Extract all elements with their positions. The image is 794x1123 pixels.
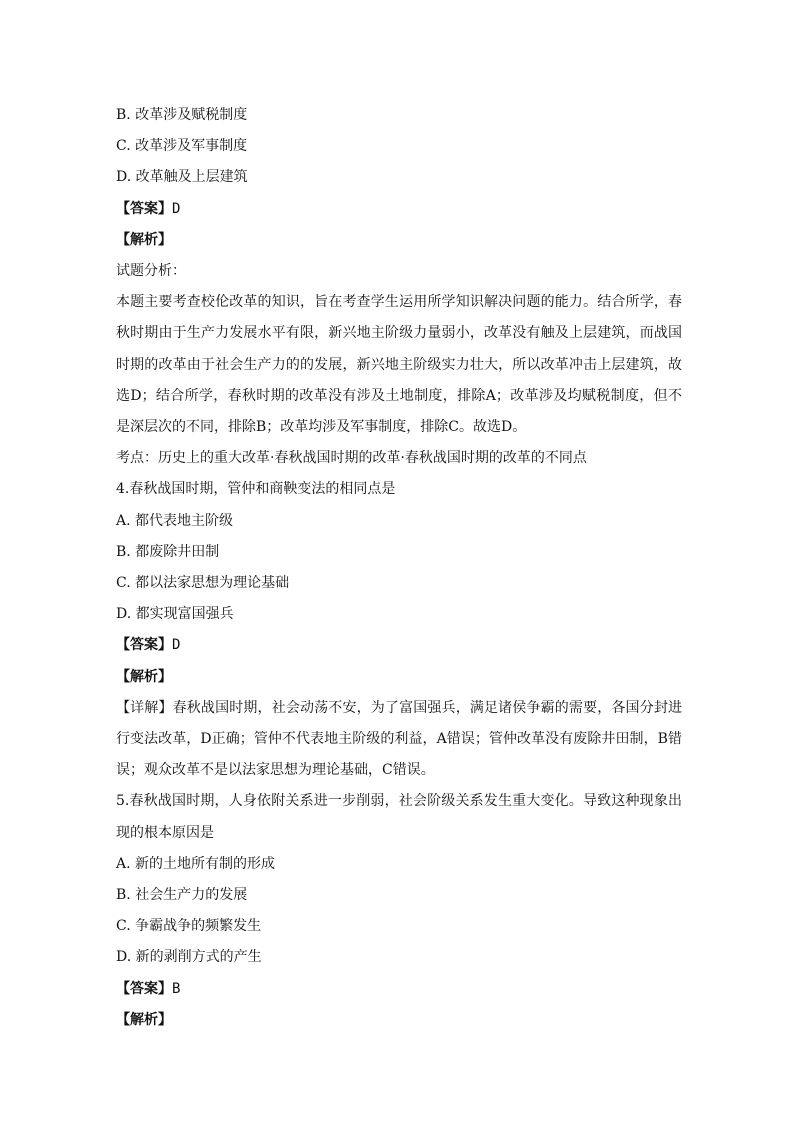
q5-option-b: B. 社会生产力的发展 (116, 887, 248, 904)
q3-option-d: D. 改革触及上层建筑 (116, 169, 248, 186)
answer-value: B (172, 980, 181, 997)
q4-analysis-label: 【解析】 (116, 668, 172, 685)
q5-answer (116, 974, 682, 1005)
q5-option-a: A. 新的土地所有制的形成 (116, 855, 276, 872)
q3-option-b: B. 改革涉及赋税制度 (116, 107, 248, 123)
q4-detail: 【详解】春秋战国时期，社会动荡不安，为了富国强兵，满足诸侯争霸的需要，各国分封进行变法改革，D正确；管仲不代表地主阶级的利益，A错误；管仲改革没有废除井田制，B错误；观众改革不是以法家思想为理论基础，C错误。 (116, 699, 682, 779)
document-content (116, 100, 682, 1036)
q4-option-b: B. 都废除井田制 (116, 543, 220, 560)
answer-value: D (172, 200, 181, 217)
q3-analysis-body: 本题主要考查校伦改革的知识，旨在考查学生运用所学知识解决问题的能力。结合所学，春秋时期由于生产力发展水平有限，新兴地主阶级力量弱小，改革没有触及上层建筑，而战国时期的改革由于社会生产力的的发展，新兴地主阶级实力壮大，所以改革冲击上层建筑，故选D；结合所学，春秋时期的改革没有涉及土地制度，排除A；改革涉及均赋税制度，但不是深层次的不同，排除B；改革均涉及军事制度，排除C。故选D。 (116, 294, 682, 436)
q4-option-d: D. 都实现富国强兵 (116, 606, 234, 623)
q3-kaodian: 考点：历史上的重大改革·春秋战国时期的改革·春秋战国时期的改革的不同点 (116, 450, 587, 467)
q4-option-c: C. 都以法家思想为理论基础 (116, 575, 290, 592)
q5-option-d: D. 新的剥削方式的产生 (116, 949, 262, 966)
answer-label: 【答案】 (116, 200, 172, 217)
q5-stem: 5.春秋战国时期，人身依附关系进一步削弱，社会阶级关系发生重大变化。导致这种现象出现的根本原因是 (116, 793, 682, 841)
q3-analysis-label: 【解析】 (116, 231, 172, 248)
answer-label: 【答案】 (116, 637, 172, 654)
q3-answer (116, 194, 682, 225)
q5-option-c: C. 争霸战争的频繁发生 (116, 918, 262, 935)
answer-value: D (172, 637, 181, 654)
q5-analysis-label: 【解析】 (116, 1011, 172, 1028)
q3-analysis-heading: 试题分析： (116, 263, 186, 280)
q3-option-c: C. 改革涉及军事制度 (116, 138, 248, 155)
q4-answer (116, 630, 682, 661)
q4-stem: 4.春秋战国时期，管仲和商鞅变法的相同点是 (116, 481, 396, 498)
answer-label: 【答案】 (116, 980, 172, 997)
q4-option-a: A. 都代表地主阶级 (116, 512, 234, 529)
